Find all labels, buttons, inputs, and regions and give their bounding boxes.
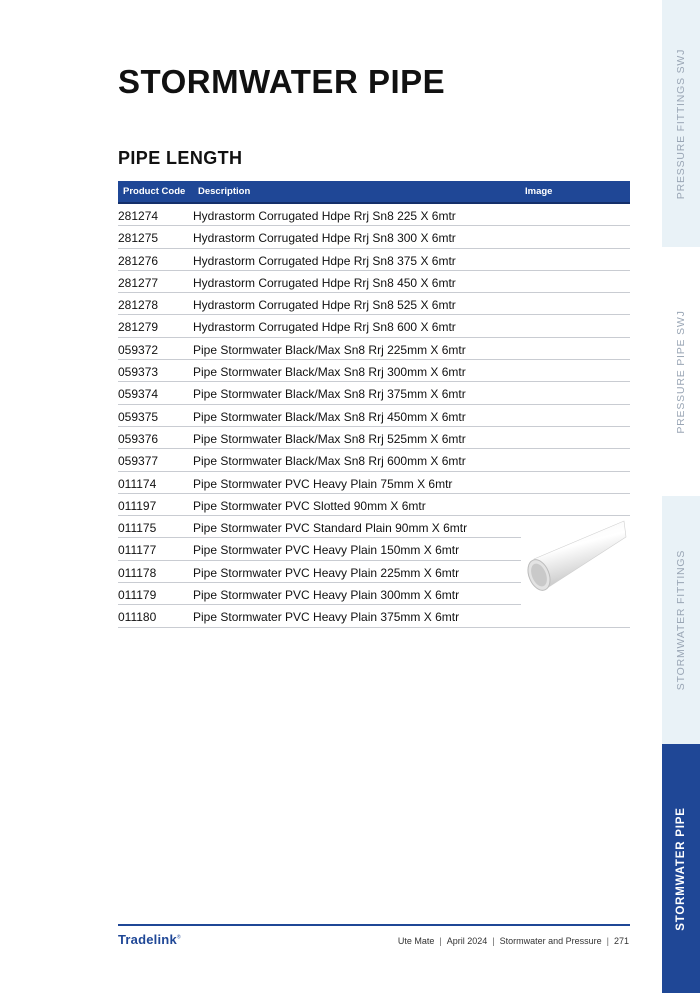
description-cell: Hydrastorm Corrugated Hdpe Rrj Sn8 375 X 6mtr xyxy=(193,253,456,268)
pvc-pipe-image xyxy=(520,517,628,599)
side-tab-label: PRESSURE FITTINGS SWJ xyxy=(675,48,687,199)
table-row xyxy=(118,271,630,293)
table-row xyxy=(118,315,630,337)
footer-divider xyxy=(118,924,630,926)
table-header xyxy=(118,181,630,204)
table-row xyxy=(118,494,630,516)
table-row xyxy=(118,427,630,449)
description-cell: Pipe Stormwater Black/Max Sn8 Rrj 375mm X 6mtr xyxy=(193,387,466,402)
table-row xyxy=(118,226,630,248)
side-tab-pressure-pipe-swj[interactable] xyxy=(662,247,700,496)
header-image: Image xyxy=(525,186,553,197)
product-code-cell: 011179 xyxy=(118,588,157,603)
product-code-cell: 059375 xyxy=(118,409,159,424)
description-cell: Pipe Stormwater PVC Standard Plain 90mm X 6mtr xyxy=(193,521,468,536)
table-row xyxy=(118,204,630,226)
description-cell: Pipe Stormwater PVC Slotted 90mm X 6mtr xyxy=(193,498,426,513)
product-code-cell: 281274 xyxy=(118,209,159,223)
product-code-cell: 281275 xyxy=(118,231,159,246)
product-code-cell: 011197 xyxy=(118,498,157,513)
product-code-cell: 011177 xyxy=(118,543,157,558)
product-code-cell: 011175 xyxy=(118,521,157,536)
product-code-cell: 011178 xyxy=(118,565,157,580)
product-code-cell: 059374 xyxy=(118,387,159,402)
description-cell: Hydrastorm Corrugated Hdpe Rrj Sn8 600 X 6mtr xyxy=(193,320,456,335)
product-code-cell: 059373 xyxy=(118,365,159,380)
side-tab-label: PRESSURE PIPE SWJ xyxy=(675,309,687,434)
description-cell: Hydrastorm Corrugated Hdpe Rrj Sn8 225 X 6mtr xyxy=(193,209,456,223)
product-code-cell: 059372 xyxy=(118,342,159,357)
product-code-cell: 011174 xyxy=(118,476,157,491)
section-title: PIPE LENGTH xyxy=(118,148,243,168)
description-cell: Pipe Stormwater PVC Heavy Plain 225mm X 6mtr xyxy=(193,565,460,580)
table-row xyxy=(118,472,630,494)
side-tab-pressure-fittings-swj[interactable] xyxy=(662,0,700,247)
product-code-cell: 281277 xyxy=(118,275,159,290)
table-row xyxy=(118,605,630,627)
side-tab-label: STORMWATER PIPE xyxy=(675,806,687,931)
header-product-code: Product Code xyxy=(123,186,186,197)
product-code-cell: 011180 xyxy=(118,610,157,625)
logo-text: Tradelink xyxy=(118,932,177,947)
description-cell: Pipe Stormwater Black/Max Sn8 Rrj 300mm X 6mtr xyxy=(193,365,466,380)
footer-info: Ute Mate | April 2024 | Stormwater and Pressure | 271 xyxy=(397,936,629,946)
page-title: STORMWATER PIPE xyxy=(118,63,446,100)
description-cell: Pipe Stormwater Black/Max Sn8 Rrj 225mm X 6mtr xyxy=(193,342,466,357)
table-row xyxy=(118,360,630,382)
page-number: 271 xyxy=(613,936,629,946)
side-tab-label: STORMWATER FITTINGS xyxy=(675,549,687,691)
product-code-cell: 281276 xyxy=(118,253,159,268)
description-cell: Pipe Stormwater PVC Heavy Plain 300mm X 6mtr xyxy=(193,588,460,603)
table-row xyxy=(118,382,630,404)
product-code-cell: 059377 xyxy=(118,454,159,469)
description-cell: Pipe Stormwater Black/Max Sn8 Rrj 450mm X 6mtr xyxy=(193,409,466,424)
footer-date: April 2024 xyxy=(446,936,488,946)
description-cell: Hydrastorm Corrugated Hdpe Rrj Sn8 450 X 6mtr xyxy=(193,275,456,290)
description-cell: Pipe Stormwater Black/Max Sn8 Rrj 600mm X 6mtr xyxy=(193,454,466,469)
footer-publication: Ute Mate xyxy=(397,936,435,946)
footer-section: Stormwater and Pressure xyxy=(499,936,602,946)
logo-registered-mark: ® xyxy=(176,934,181,941)
product-code-cell: 059376 xyxy=(118,431,159,446)
description-cell: Hydrastorm Corrugated Hdpe Rrj Sn8 525 X 6mtr xyxy=(193,298,456,313)
header-description: Description xyxy=(198,186,251,197)
product-code-cell: 281278 xyxy=(118,298,159,313)
product-code-cell: 281279 xyxy=(118,320,159,335)
table-row xyxy=(118,293,630,315)
description-cell: Pipe Stormwater Black/Max Sn8 Rrj 525mm X 6mtr xyxy=(193,431,466,446)
table-row xyxy=(118,405,630,427)
description-cell: Pipe Stormwater PVC Heavy Plain 75mm X 6mtr xyxy=(193,476,453,491)
table-row xyxy=(118,449,630,471)
description-cell: Pipe Stormwater PVC Heavy Plain 150mm X 6mtr xyxy=(193,543,460,558)
table-row xyxy=(118,249,630,271)
side-tab-stormwater-fittings[interactable] xyxy=(662,496,700,744)
description-cell: Hydrastorm Corrugated Hdpe Rrj Sn8 300 X 6mtr xyxy=(193,231,456,246)
description-cell: Pipe Stormwater PVC Heavy Plain 375mm X 6mtr xyxy=(193,610,460,625)
side-tab-stormwater-pipe[interactable] xyxy=(662,744,700,993)
tradelink-logo xyxy=(118,932,181,947)
table-row xyxy=(118,338,630,360)
